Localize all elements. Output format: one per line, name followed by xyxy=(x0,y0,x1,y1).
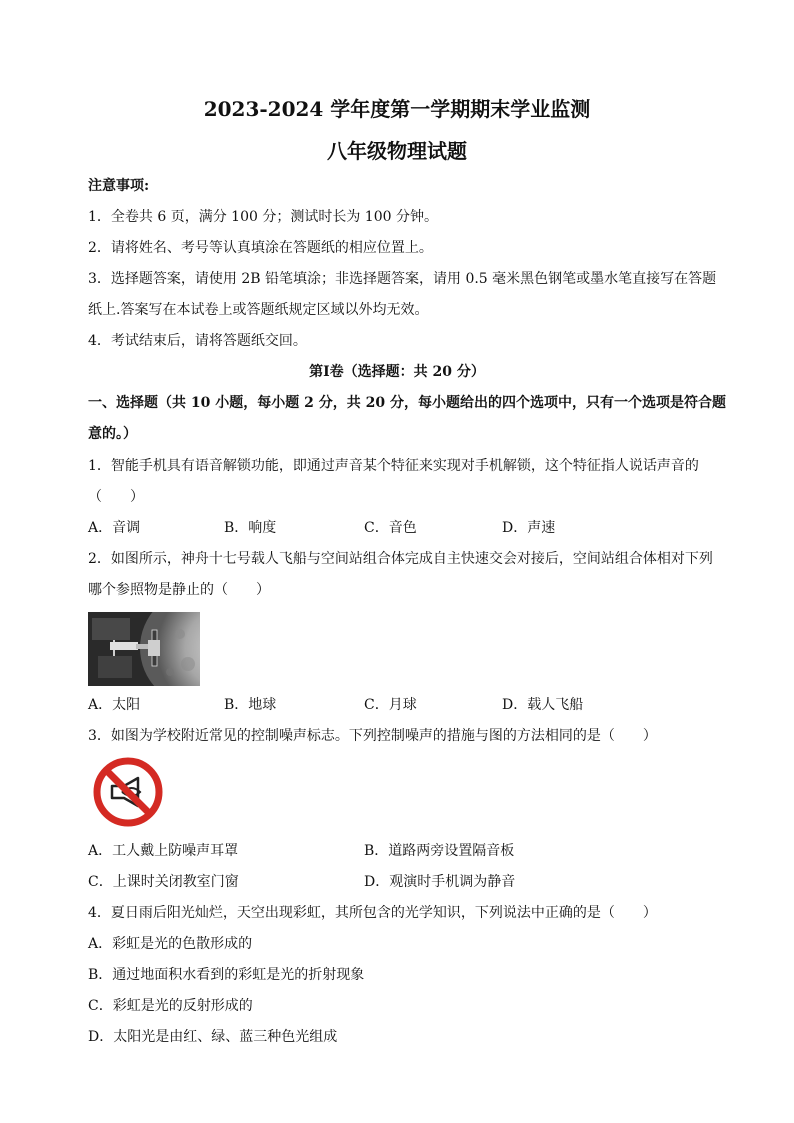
q2-option-b: B．地球 xyxy=(224,697,277,713)
section-heading-cont: 意的。） xyxy=(88,426,137,442)
notice-item: 3．选择题答案，请使用 2B 铅笔填涂；非选择题答案，请用 0.5 毫米黑色钢笔或墨水笔直接写在答题 xyxy=(88,271,717,287)
q1-option-d: D．声速 xyxy=(502,520,556,536)
notice-item: 4．考试结束后，请将答题纸交回。 xyxy=(88,333,307,349)
section-heading: 一、选择题（共 10 小题，每小题 2 分，共 20 分，每小题给出的四个选项中，只有一个选项是符合题 xyxy=(88,395,726,411)
notice-heading: 注意事项: xyxy=(88,178,150,194)
question-1-text: 1．智能手机具有语音解锁功能，即通过声音某个特征来实现对手机解锁，这个特征指人说话声音的 xyxy=(88,458,699,474)
q1-option-a: A．音调 xyxy=(88,520,141,536)
notice-item: 纸上.答案写在本试卷上或答题纸规定区域以外均无效。 xyxy=(88,302,429,318)
question-2-text-cont: 哪个参照物是静止的（ ） xyxy=(88,582,270,598)
q1-option-c: C．音色 xyxy=(364,520,417,536)
notice-item: 2．请将姓名、考号等认真填涂在答题纸的相应位置上。 xyxy=(88,240,433,256)
q4-option-a: A．彩虹是光的色散形成的 xyxy=(88,936,253,952)
part1-title: 第Ⅰ卷（选择题：共 20 分） xyxy=(309,364,485,380)
q3-option-b: B．道路两旁设置隔音板 xyxy=(364,843,515,859)
question-3-text: 3．如图为学校附近常见的控制噪声标志。下列控制噪声的措施与图的方法相同的是（ ） xyxy=(88,728,657,744)
q2-option-a: A．太阳 xyxy=(88,697,141,713)
q2-option-d: D．载人飞船 xyxy=(502,697,584,713)
question-1-bracket: （ ） xyxy=(88,489,144,505)
q4-option-b: B．通过地面积水看到的彩虹是光的折射现象 xyxy=(88,967,365,983)
space-station-photo xyxy=(88,612,200,686)
q1-option-b: B．响度 xyxy=(224,520,277,536)
q3-option-c: C．上课时关闭教室门窗 xyxy=(88,874,239,890)
question-4-text: 4．夏日雨后阳光灿烂，天空出现彩虹，其所包含的光学知识，下列说法中正确的是（ ） xyxy=(88,905,657,921)
exam-title: 2023-2024 学年度第一学期期末学业监测 xyxy=(203,97,591,121)
notice-item: 1．全卷共 6 页，满分 100 分；测试时长为 100 分钟。 xyxy=(88,209,438,225)
question-2-text: 2．如图所示，神舟十七号载人飞船与空间站组合体完成自主快速交会对接后，空间站组合体相对下列 xyxy=(88,551,713,567)
q4-option-d: D．太阳光是由红、绿、蓝三种色光组成 xyxy=(88,1029,338,1045)
q2-option-c: C．月球 xyxy=(364,697,417,713)
q3-option-d: D．观演时手机调为静音 xyxy=(364,874,516,890)
no-honking-sign-icon xyxy=(92,756,164,828)
exam-subtitle: 八年级物理试题 xyxy=(327,139,467,163)
q4-option-c: C．彩虹是光的反射形成的 xyxy=(88,998,253,1014)
q3-option-a: A．工人戴上防噪声耳罩 xyxy=(88,843,239,859)
